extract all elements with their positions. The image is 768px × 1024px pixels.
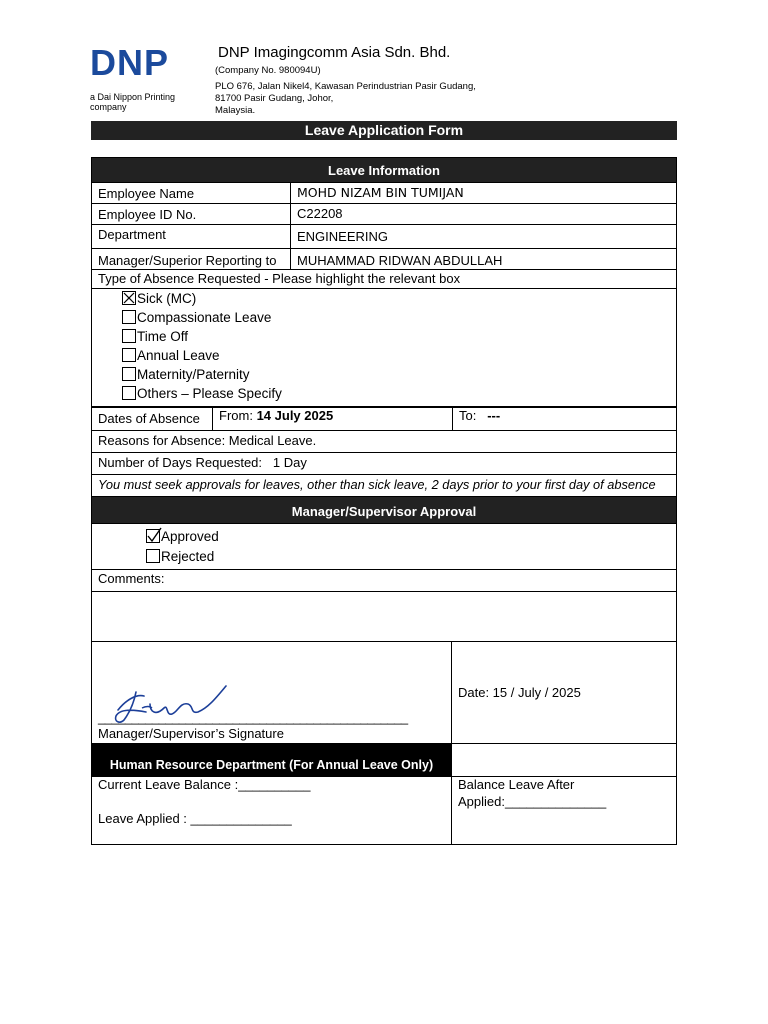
signature-label: Manager/Supervisor’s Signature <box>98 726 284 741</box>
company-address-line-3: Malaysia. <box>215 105 256 116</box>
company-reg-no: (Company No. 980094U) <box>215 65 321 76</box>
reasons-text[interactable]: Reasons for Absence: Medical Leave. <box>98 433 317 448</box>
hr-header-blank <box>452 744 676 776</box>
company-address-line-1: PLO 676, Jalan Nikel4, Kawasan Perindustrian Pasir Gudang, <box>215 81 476 92</box>
company-name: DNP Imagingcomm Asia Sdn. Bhd. <box>218 44 451 61</box>
hr-header-row <box>91 744 677 777</box>
option-time-off[interactable] <box>122 329 188 344</box>
balance-after-label: Balance Leave After <box>458 777 575 792</box>
manager-label: Manager/Superior Reporting to <box>92 249 291 269</box>
checkbox-icon[interactable] <box>122 348 136 362</box>
current-leave-balance[interactable]: Current Leave Balance :__________ <box>98 777 311 792</box>
option-others[interactable] <box>122 386 282 401</box>
from-value: 14 July 2025 <box>256 408 334 423</box>
company-address-line-2: 81700 Pasir Gudang, Johor, <box>215 93 334 104</box>
checkbox-icon[interactable] <box>146 549 160 563</box>
hr-body-row <box>91 777 677 845</box>
days-label: Number of Days Requested: <box>98 455 263 470</box>
option-compassionate-leave[interactable] <box>122 310 271 325</box>
checkbox-icon[interactable] <box>122 310 136 324</box>
date-to-cell[interactable] <box>453 408 676 430</box>
option-label: Annual Leave <box>137 348 220 363</box>
logo-tagline: a Dai Nippon Printing company <box>90 92 176 112</box>
employee-name-value[interactable]: MOHD NIZAM BIN TUMIJAN <box>297 185 464 200</box>
days-row <box>91 453 677 475</box>
date-from-cell[interactable] <box>213 408 453 430</box>
hr-right-cell <box>452 777 676 844</box>
balance-after-applied[interactable]: Applied:______________ <box>458 794 607 809</box>
approval-options <box>91 524 677 570</box>
dates-row <box>91 407 677 431</box>
approval-date[interactable]: Date: 15 / July / 2025 <box>458 685 581 700</box>
signature-cell[interactable] <box>92 642 452 743</box>
to-label: To: <box>459 408 477 423</box>
employee-id-label: Employee ID No. <box>92 204 291 224</box>
company-logo: DNP <box>90 42 170 83</box>
manager-row <box>91 249 677 270</box>
leave-applied[interactable]: Leave Applied : ______________ <box>98 811 292 826</box>
checkbox-checked-icon[interactable] <box>122 291 136 305</box>
approved-label: Approved <box>161 529 219 544</box>
comments-box[interactable] <box>91 592 677 642</box>
notice-text: You must seek approvals for leaves, other than sick leave, 2 days prior to your first day of absence <box>98 477 656 492</box>
comments-label: Comments: <box>98 571 165 586</box>
checkbox-icon[interactable] <box>122 329 136 343</box>
option-label: Sick (MC) <box>137 291 197 306</box>
option-label: Time Off <box>137 329 189 344</box>
dates-label: Dates of Absence <box>92 408 213 430</box>
notice-row <box>91 475 677 497</box>
option-annual-leave[interactable] <box>122 348 220 363</box>
option-label: Maternity/Paternity <box>137 367 250 382</box>
checkmark-icon[interactable] <box>146 529 160 543</box>
hr-header: Human Resource Department (For Annual Leave Only) <box>92 744 452 776</box>
option-label: Others – Please Specify <box>137 386 282 401</box>
to-value: --- <box>487 408 501 423</box>
employee-id-value[interactable]: C22208 <box>297 206 343 221</box>
hr-left-cell <box>92 777 452 844</box>
employee-name-label: Employee Name <box>92 183 291 203</box>
option-rejected[interactable] <box>146 549 214 564</box>
comments-row <box>91 570 677 592</box>
from-label: From: <box>219 408 253 423</box>
absence-type-label: Type of Absence Requested - Please highlight the relevant box <box>98 271 461 286</box>
manager-value[interactable]: MUHAMMAD RIDWAN ABDULLAH <box>297 253 503 268</box>
department-row <box>91 225 677 249</box>
days-cell[interactable] <box>92 453 676 474</box>
checkbox-icon[interactable] <box>122 367 136 381</box>
option-approved[interactable] <box>146 529 219 544</box>
option-maternity-paternity[interactable] <box>122 367 250 382</box>
option-sick-mc[interactable] <box>122 291 196 306</box>
option-label: Compassionate Leave <box>137 310 272 325</box>
approval-header: Manager/Supervisor Approval <box>91 497 677 524</box>
employee-name-row <box>91 183 677 204</box>
rejected-label: Rejected <box>161 549 215 564</box>
leave-info-header: Leave Information <box>91 157 677 183</box>
days-value: 1 Day <box>272 455 307 470</box>
reasons-row <box>91 431 677 453</box>
absence-options <box>91 289 677 407</box>
signature-row <box>91 642 677 744</box>
department-label: Department <box>92 225 291 248</box>
form-title: Leave Application Form <box>91 121 677 140</box>
department-value[interactable]: ENGINEERING <box>297 229 389 244</box>
employee-id-row <box>91 204 677 225</box>
absence-type-row <box>91 270 677 289</box>
signature-line: ______________________________________________ <box>98 710 408 725</box>
checkbox-icon[interactable] <box>122 386 136 400</box>
